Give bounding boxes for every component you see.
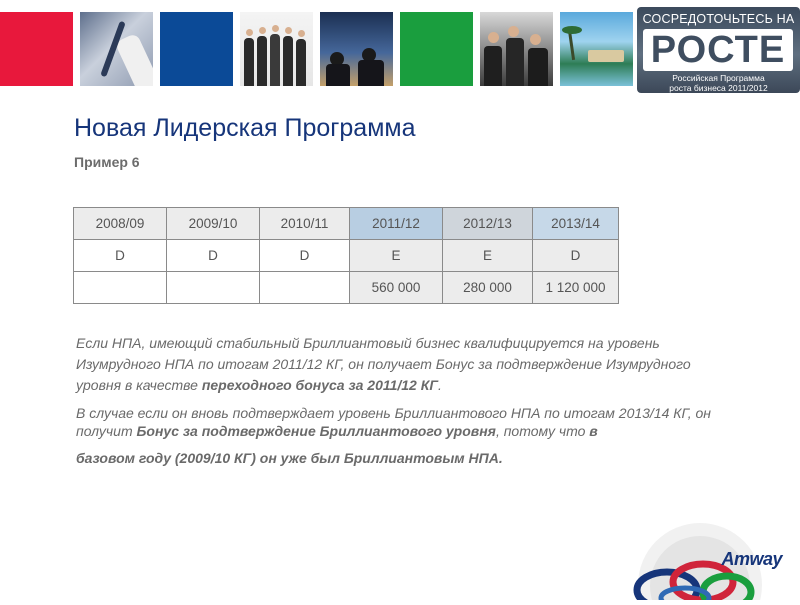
para1-bold: переходного бонуса за 2011/12 КГ (201, 377, 438, 393)
header-cell: 2010/11 (260, 208, 350, 240)
level-cell: D (260, 240, 350, 272)
bonus-table (73, 207, 619, 304)
page-subtitle: Пример 6 (74, 154, 140, 170)
logo-wordmark: РОСТЕ (643, 29, 793, 71)
amount-cell: 280 000 (443, 272, 533, 304)
logo-tagline: СОСРЕДОТОЧЬТЕСЬ НА (642, 12, 795, 26)
amount-cell: 560 000 (350, 272, 443, 304)
level-cell: D (167, 240, 260, 272)
header-cell: 2012/13 (443, 208, 533, 240)
header-banner (0, 0, 800, 100)
para1-text: Если НПА, имеющий стабильный Бриллиантовый бизнес квалифицируется на уровень Изумрудного НПА по итогам 2011/12 КГ, он получает Бонус за подтверждение Изумрудного уровня в качестве (76, 335, 691, 393)
resort-photo (560, 12, 633, 86)
header-cell: 2009/10 (167, 208, 260, 240)
audience-photo (320, 12, 393, 86)
para2-bold-in: в (589, 423, 598, 439)
blue-color-block (160, 12, 233, 86)
table-level-row (74, 240, 619, 272)
level-cell: E (443, 240, 533, 272)
logo-subtitle-line-2: роста бизнеса 2011/2012 (669, 83, 768, 93)
header-cell: 2013/14 (533, 208, 619, 240)
red-color-block (0, 12, 73, 86)
page-title: Новая Лидерская Программа (74, 114, 416, 142)
explanation-paragraph-1 (76, 333, 736, 396)
business-people-photo (240, 12, 313, 86)
explanation-paragraph-2 (76, 404, 736, 467)
header-cell: 2011/12 (350, 208, 443, 240)
level-cell: D (533, 240, 619, 272)
writing-hand-photo (80, 12, 153, 86)
amount-cell (74, 272, 167, 304)
amount-cell (260, 272, 350, 304)
para1-text-end: . (437, 377, 442, 393)
table-header-row (74, 208, 619, 240)
applauding-audience-photo (480, 12, 553, 86)
para2-text-mid: , потому что (495, 423, 590, 439)
level-cell: D (74, 240, 167, 272)
amway-logo (605, 520, 800, 600)
logo-subtitle-line-1: Российская Программа (672, 73, 765, 83)
amway-wordmark: Amway (721, 549, 782, 569)
amount-cell: 1 120 000 (533, 272, 619, 304)
level-cell: E (350, 240, 443, 272)
green-color-block (400, 12, 473, 86)
growth-program-logo (637, 7, 800, 93)
header-cell: 2008/09 (74, 208, 167, 240)
amount-cell (167, 272, 260, 304)
para2-bold-base-year: базовом году (2009/10 КГ) он уже был Бриллиантовым НПА. (76, 450, 503, 466)
para2-text: В случае если он вновь подтверждает уровень Бриллиантового НПА по итогам 2013/14 КГ, он получит (76, 405, 712, 439)
table-amount-row (74, 272, 619, 304)
para2-bold-bonus: Бонус за подтверждение Бриллиантового уровня (136, 423, 496, 439)
